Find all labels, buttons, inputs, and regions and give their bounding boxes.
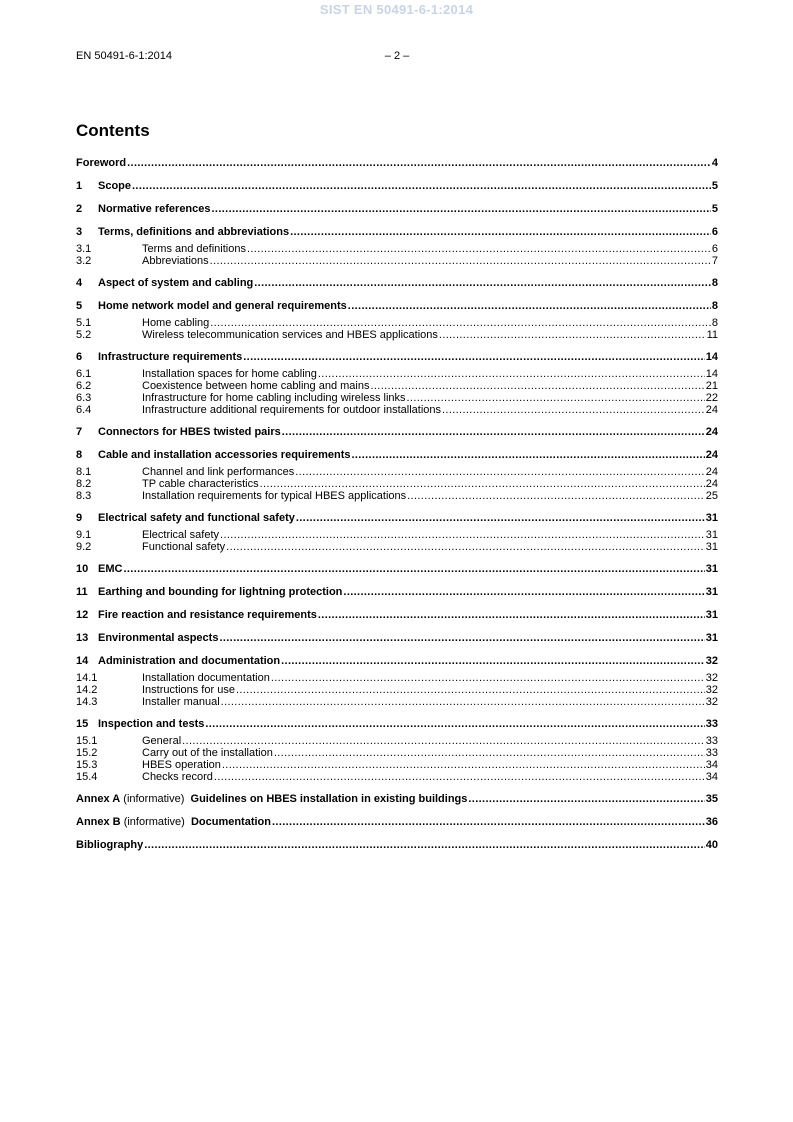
toc-page-number: 22 (705, 392, 718, 404)
toc-subentry[interactable] (76, 404, 718, 416)
toc-subentry[interactable] (76, 672, 718, 684)
toc-leader-dots (439, 329, 706, 341)
toc-number: 14.1 (76, 672, 98, 684)
toc-number: 8 (76, 449, 83, 461)
toc-number: 10 (76, 563, 89, 575)
toc-leader-dots (123, 563, 704, 575)
toc-number: 7 (76, 426, 83, 438)
toc-entry[interactable] (76, 839, 718, 852)
toc-title: Cable and installation accessories requirements (98, 449, 351, 461)
toc-leader-dots (222, 759, 705, 771)
toc-number: 6.2 (76, 380, 92, 392)
toc-leader-dots (274, 747, 705, 759)
toc-leader-dots (351, 449, 704, 461)
toc-subentry[interactable] (76, 684, 718, 696)
toc-page-number: 14 (705, 368, 718, 380)
toc-page-number: 31 (705, 529, 718, 541)
toc-leader-dots (271, 672, 705, 684)
toc-number: 6.4 (76, 404, 92, 416)
toc-title: Channel and link performances (142, 466, 295, 478)
toc-informative-label: (informative) (123, 816, 185, 828)
toc-entry[interactable] (76, 300, 718, 313)
toc-title: Guidelines on HBES installation in existing buildings (190, 793, 468, 805)
toc-title: General (142, 735, 182, 747)
toc-title: Foreword (76, 157, 127, 169)
toc-title: Home network model and general requirements (98, 300, 347, 312)
toc-page-number: 31 (705, 609, 718, 621)
toc-page-number: 14 (705, 351, 718, 363)
toc-leader-dots (296, 512, 705, 524)
toc-page-number: 5 (711, 180, 718, 192)
toc-page-number: 31 (705, 541, 718, 553)
toc-number: 6.1 (76, 368, 92, 380)
toc-leader-dots (219, 632, 704, 644)
toc-number: 9.2 (76, 541, 92, 553)
toc-page-number: 33 (705, 747, 718, 759)
toc-page-number: 24 (705, 466, 718, 478)
toc-title: EMC (98, 563, 123, 575)
toc-title: Installer manual (142, 696, 220, 708)
toc-entry[interactable] (76, 655, 718, 668)
toc-entry[interactable] (76, 632, 718, 645)
toc-number: 14.2 (76, 684, 98, 696)
toc-number: 4 (76, 277, 83, 289)
toc-page-number: 35 (705, 793, 718, 805)
toc-entry[interactable] (76, 793, 718, 806)
toc-entry[interactable] (76, 226, 718, 239)
toc-page-number: 31 (705, 632, 718, 644)
toc-title: Electrical safety (142, 529, 220, 541)
toc-title: Inspection and tests (98, 718, 205, 730)
toc-number: 9 (76, 512, 83, 524)
toc-entry[interactable] (76, 426, 718, 439)
toc-page-number: 36 (705, 816, 718, 828)
toc-title: Fire reaction and resistance requirements (98, 609, 317, 621)
toc-title: TP cable characteristics (142, 478, 259, 490)
toc-title: Abbreviations (142, 255, 209, 267)
toc-page-number: 33 (705, 735, 718, 747)
toc-page-number: 5 (711, 203, 718, 215)
toc-title: Aspect of system and cabling (98, 277, 254, 289)
toc-page-number: 11 (706, 329, 718, 341)
toc-page-number: 32 (705, 672, 718, 684)
toc-leader-dots (220, 529, 705, 541)
toc-leader-dots (144, 839, 705, 851)
standard-number: EN 50491-6-1:2014 (76, 50, 173, 62)
toc-page-number: 33 (705, 718, 718, 730)
page-header (76, 50, 718, 64)
toc-leader-dots (318, 368, 705, 380)
toc-page-number: 24 (705, 478, 718, 490)
toc-subentry[interactable] (76, 392, 718, 404)
toc-page-number: 6 (711, 243, 718, 255)
toc-leader-dots (260, 478, 705, 490)
toc-leader-dots (318, 609, 705, 621)
toc-leader-dots (210, 255, 711, 267)
toc-number: 8.2 (76, 478, 92, 490)
toc-number: 15.3 (76, 759, 98, 771)
toc-page-number: 8 (711, 300, 718, 312)
toc-number: 8.1 (76, 466, 92, 478)
toc-subentry[interactable] (76, 747, 718, 759)
toc-page-number: 32 (705, 655, 718, 667)
toc-title: Home cabling (142, 317, 210, 329)
toc-title: Functional safety (142, 541, 226, 553)
toc-leader-dots (182, 735, 705, 747)
toc-subentry[interactable] (76, 735, 718, 747)
toc-leader-dots (407, 490, 705, 502)
toc-subentry[interactable] (76, 243, 718, 255)
toc-number: 3 (76, 226, 83, 238)
toc-entry[interactable] (76, 157, 718, 170)
table-of-contents (76, 157, 718, 852)
page-number: – 2 – (384, 50, 410, 62)
toc-page-number: 31 (705, 512, 718, 524)
toc-subentry[interactable] (76, 380, 718, 392)
toc-number: 1 (76, 180, 83, 192)
toc-title: Normative references (98, 203, 211, 215)
toc-number: 14 (76, 655, 89, 667)
toc-leader-dots (290, 226, 711, 238)
toc-page-number: 24 (705, 426, 718, 438)
toc-title: Installation requirements for typical HBES applications (142, 490, 407, 502)
toc-subentry[interactable] (76, 368, 718, 380)
toc-page-number: 32 (705, 696, 718, 708)
toc-title: Carry out of the installation (142, 747, 273, 759)
toc-number: 8.3 (76, 490, 92, 502)
toc-page-number: 40 (705, 839, 718, 851)
toc-leader-dots (272, 816, 705, 828)
toc-leader-dots (348, 300, 711, 312)
toc-number: 3.2 (76, 255, 92, 267)
toc-title: Terms and definitions (142, 243, 246, 255)
toc-number: 15.2 (76, 747, 98, 759)
toc-entry[interactable] (76, 512, 718, 525)
toc-leader-dots (281, 655, 705, 667)
toc-title: Terms, definitions and abbreviations (98, 226, 290, 238)
toc-page-number: 31 (705, 586, 718, 598)
toc-subentry[interactable] (76, 490, 718, 502)
toc-entry[interactable] (76, 609, 718, 622)
toc-leader-dots (343, 586, 704, 598)
watermark: SIST EN 50491-6-1:2014 (319, 2, 474, 17)
toc-leader-dots (247, 243, 711, 255)
toc-page-number: 31 (705, 563, 718, 575)
toc-page-number: 8 (711, 317, 718, 329)
toc-entry[interactable] (76, 180, 718, 193)
toc-title: Scope (98, 180, 132, 192)
toc-title: Earthing and bounding for lightning protection (98, 586, 343, 598)
toc-page-number: 25 (705, 490, 718, 502)
toc-number: 5 (76, 300, 83, 312)
toc-annex-label: Annex B (76, 816, 121, 828)
toc-subentry[interactable] (76, 529, 718, 541)
toc-page-number: 8 (711, 277, 718, 289)
toc-leader-dots (221, 696, 705, 708)
toc-entry[interactable] (76, 718, 718, 731)
toc-subentry[interactable] (76, 696, 718, 708)
toc-title: Checks record (142, 771, 213, 783)
toc-leader-dots (236, 684, 705, 696)
toc-title: Wireless telecommunication services and HBES applications (142, 329, 438, 341)
toc-informative-label: (informative) (123, 793, 185, 805)
toc-number: 6 (76, 351, 83, 363)
toc-number: 2 (76, 203, 83, 215)
toc-leader-dots (243, 351, 704, 363)
toc-subentry[interactable] (76, 541, 718, 553)
toc-title: Infrastructure for home cabling including wireless links (142, 392, 406, 404)
toc-title: Electrical safety and functional safety (98, 512, 295, 524)
toc-number: 6.3 (76, 392, 92, 404)
toc-number: 15.4 (76, 771, 98, 783)
toc-subentry[interactable] (76, 478, 718, 490)
toc-leader-dots (210, 317, 711, 329)
toc-number: 9.1 (76, 529, 92, 541)
toc-subentry[interactable] (76, 329, 718, 341)
toc-entry[interactable] (76, 351, 718, 364)
toc-page-number: 32 (705, 684, 718, 696)
toc-title: Documentation (190, 816, 271, 828)
toc-title: Bibliography (76, 839, 144, 851)
toc-page-number: 34 (705, 771, 718, 783)
toc-title: Administration and documentation (98, 655, 281, 667)
toc-title: Installation spaces for home cabling (142, 368, 317, 380)
toc-leader-dots (226, 541, 705, 553)
toc-leader-dots (214, 771, 705, 783)
toc-subentry[interactable] (76, 466, 718, 478)
toc-page-number: 24 (705, 404, 718, 416)
toc-title: Infrastructure requirements (98, 351, 243, 363)
toc-title: Coexistence between home cabling and mains (142, 380, 370, 392)
toc-entry[interactable] (76, 586, 718, 599)
toc-leader-dots (407, 392, 705, 404)
toc-number: 3.1 (76, 243, 92, 255)
toc-page-number: 7 (711, 255, 718, 267)
toc-subentry[interactable] (76, 255, 718, 267)
toc-entry[interactable] (76, 563, 718, 576)
toc-number: 5.2 (76, 329, 92, 341)
toc-page-number: 24 (705, 449, 718, 461)
toc-entry[interactable] (76, 277, 718, 290)
toc-entry[interactable] (76, 816, 718, 829)
toc-page-number: 6 (711, 226, 718, 238)
toc-number: 14.3 (76, 696, 98, 708)
toc-entry[interactable] (76, 449, 718, 462)
toc-subentry[interactable] (76, 759, 718, 771)
contents-title: Contents (76, 121, 150, 140)
toc-title: Infrastructure additional requirements for outdoor installations (142, 404, 441, 416)
toc-leader-dots (295, 466, 704, 478)
toc-title: Instructions for use (142, 684, 235, 696)
toc-subentry[interactable] (76, 317, 718, 329)
toc-page-number: 34 (705, 759, 718, 771)
toc-title: HBES operation (142, 759, 221, 771)
toc-number: 13 (76, 632, 89, 644)
toc-leader-dots (370, 380, 704, 392)
toc-entry[interactable] (76, 203, 718, 216)
toc-page-number: 4 (711, 157, 718, 169)
toc-title: Environmental aspects (98, 632, 219, 644)
toc-leader-dots (468, 793, 704, 805)
toc-leader-dots (254, 277, 711, 289)
toc-leader-dots (127, 157, 711, 169)
toc-leader-dots (282, 426, 705, 438)
toc-number: 5.1 (76, 317, 92, 329)
toc-title: Installation documentation (142, 672, 270, 684)
toc-annex-label: Annex A (76, 793, 121, 805)
toc-leader-dots (205, 718, 704, 730)
toc-leader-dots (132, 180, 711, 192)
toc-leader-dots (212, 203, 711, 215)
toc-leader-dots (442, 404, 705, 416)
toc-number: 12 (76, 609, 89, 621)
toc-number: 11 (76, 586, 88, 598)
toc-number: 15 (76, 718, 89, 730)
toc-subentry[interactable] (76, 771, 718, 783)
toc-page-number: 21 (705, 380, 718, 392)
toc-title: Connectors for HBES twisted pairs (98, 426, 281, 438)
toc-number: 15.1 (76, 735, 98, 747)
